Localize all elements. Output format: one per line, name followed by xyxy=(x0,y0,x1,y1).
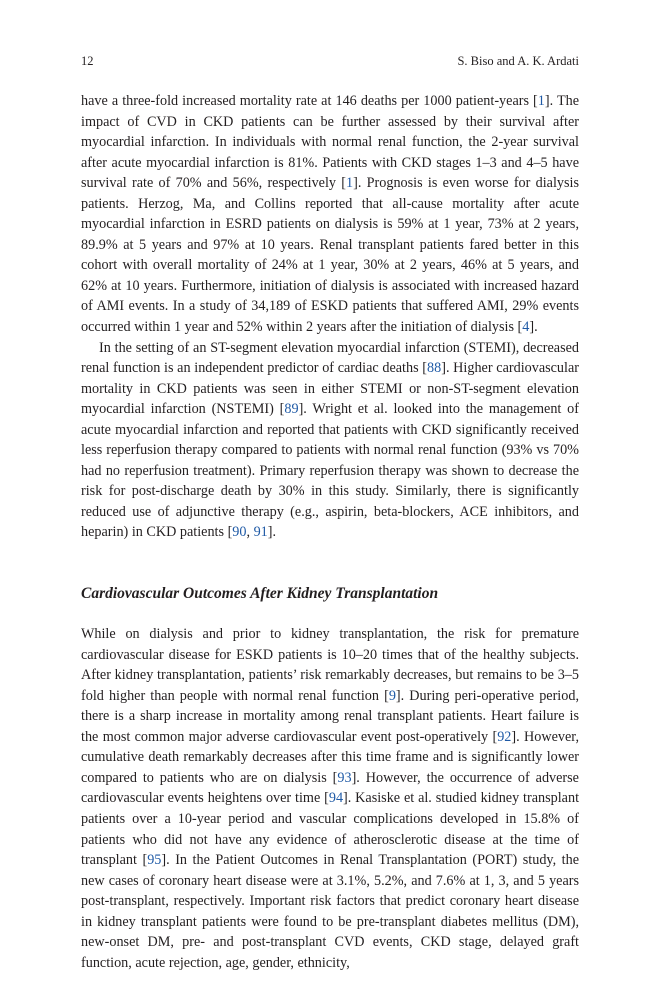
citation-link[interactable]: 1 xyxy=(537,93,545,109)
citation-link[interactable]: 89 xyxy=(284,401,299,418)
citation-link[interactable]: 92 xyxy=(497,728,512,745)
citation-link[interactable]: 93 xyxy=(337,769,352,786)
text-run: ]. Higher cardiovascular mortality in CKD patients was seen in either STEMI or non-ST-segment elevation myocardial infarction (NSTEMI) [ xyxy=(81,360,579,418)
text-run: , xyxy=(246,524,254,541)
text-run: have a three-fold increased mortality rate at 146 deaths per 1000 patient-years [ xyxy=(81,93,538,109)
page-number: 12 xyxy=(81,54,94,68)
text-run: ]. During peri-operative period, there is a sharp increase in mortality among renal transplant patients. Heart failure is the most common major adverse cardiovascular event post-operatively [ xyxy=(81,687,579,745)
citation-link[interactable]: 94 xyxy=(328,790,344,807)
paragraph xyxy=(81,624,579,973)
text-run: ]. However, cumulative death remarkably decreases after this time frame and is significantly lower compared to patients who are on dialysis [ xyxy=(81,728,579,786)
page-header xyxy=(81,52,579,70)
citation-link[interactable]: 90 xyxy=(232,524,247,541)
text-run: ]. The impact of CVD in CKD patients can be further assessed by their survival after myocardial infarction. In individuals with normal renal function, the 2-year survival after acute myocardial infarction is 81%. Patients with CKD stages 1–3 and 4–5 have survival rate of 70% and 56%, respectively [ xyxy=(81,93,580,192)
text-run: ]. Wright et al. looked into the management of acute myocardial infarction and reported that patients with CKD significantly received less reperfusion therapy compared to patients with normal renal function (93% vs 70% had no reperfusion treatment). Primary reperfusion therapy was shown to decrease the risk for post-discharge death by 30% in this study. Similarly, there is significantly reduced use of adjunctive therapy (e.g., aspirin, beta-blockers, ACE inhibitors, and heparin) in CKD patients [ xyxy=(81,401,579,541)
citation-link[interactable]: 88 xyxy=(427,360,442,377)
paragraph xyxy=(81,338,579,543)
citation-link[interactable]: 91 xyxy=(253,524,268,541)
section-heading: Cardiovascular Outcomes After Kidney Transplantation xyxy=(81,585,439,603)
text-run: While on dialysis and prior to kidney transplantation, the risk for premature cardiovascular disease for ESKD patients is 10–20 times that of the healthy subjects. After kidney transplantation, patients’ risk remarkably decreases, but remains to be 3–5 fold higher than people with normal renal function [ xyxy=(81,626,579,704)
text-run: ]. xyxy=(267,524,277,541)
citation-link[interactable]: 1 xyxy=(346,175,354,192)
running-head: S. Biso and A. K. Ardati xyxy=(457,54,579,68)
citation-link[interactable]: 95 xyxy=(147,852,162,869)
text-run: ]. Prognosis is even worse for dialysis patients. Herzog, Ma, and Collins reported that all-cause mortality after acute myocardial infarction in ESRD patients on dialysis is 59% at 1 year, 73% at 2 years, 89.9% at 5 years and 97% at 10 years. Renal transplant patients fared better in this cohort with overall mortality of 24% at 1 year, 30% at 2 years, 46% at 5 years, and 62% at 10 years. Furthermore, initiation of dialysis is associated with increased hazard of AMI events. In a study of 34,189 of ESKD patients that suffered AMI, 29% events occurred within 1 year and 52% within 2 years after the initiation of dialysis [ xyxy=(81,175,579,336)
text-run: ]. Kasiske et al. studied kidney transplant patients over a 10-year period and vascular complications developed in 15.8% of patients who did not have any evidence of atherosclerotic disease at the time of transplant [ xyxy=(81,790,580,869)
citation-link[interactable]: 9 xyxy=(388,687,396,704)
citation-link[interactable]: 4 xyxy=(522,319,530,336)
text-run: ]. In the Patient Outcomes in Renal Transplantation (PORT) study, the new cases of coronary heart disease were at 3.1%, 5.2%, and 7.6% at 1, 3, and 5 years post-transplant, respectively. Important risk factors that predict coronary heart disease in kidney transplant patients were found to be pre-transplant diabetes mellitus (DM), new-onset DM, pre- and post-transplant CVD events, CKD stage, delayed graft function, acute rejection, age, gender, ethnicity, xyxy=(81,852,580,971)
text-run: In the setting of an ST-segment elevation myocardial infarction (STEMI), decreased renal function is an independent predictor of cardiac deaths [ xyxy=(81,339,579,377)
text-run: ]. However, the occurrence of adverse cardiovascular events heightens over time [ xyxy=(81,769,579,807)
text-run: ]. xyxy=(529,319,538,336)
paragraph xyxy=(81,91,579,338)
article-body xyxy=(81,91,579,973)
